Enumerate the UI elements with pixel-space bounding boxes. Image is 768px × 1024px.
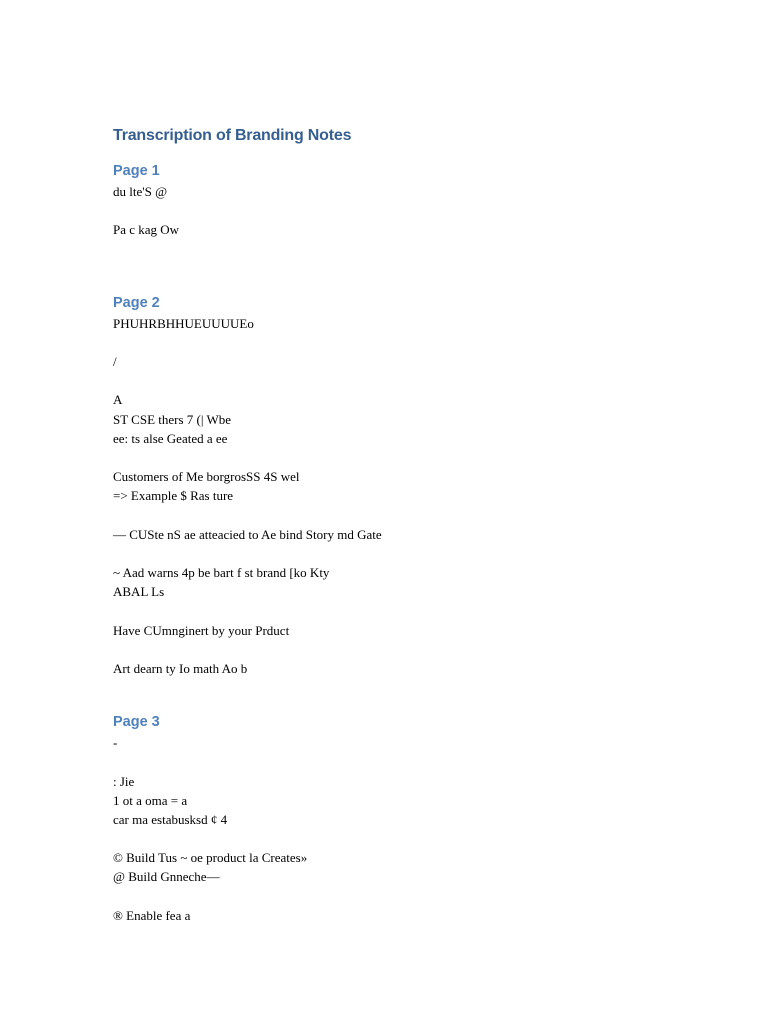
spacer [113, 240, 713, 292]
spacer [113, 678, 713, 711]
text-line: Have CUmnginert by your Prduct [113, 622, 290, 638]
text-line: : Jie [113, 773, 135, 789]
section-heading-page-2: Page 2 [113, 294, 160, 311]
blank-line [113, 371, 713, 390]
text-line: — CUSte nS ae atteacied to Ae bind Story md Gate [113, 526, 382, 542]
text-line: Art dearn ty Io math Ao b [113, 660, 248, 676]
blank-line [113, 201, 713, 220]
text-line: @ Build Gnneche— [113, 869, 220, 885]
text-line: PHUHRBHHUEUUUUEo [113, 315, 254, 331]
text-line: ABAL Ls [113, 584, 165, 600]
text-line: car ma estabusksd ¢ 4 [113, 811, 228, 827]
text-line: Customers of Me borgrosSS 4S wel [113, 469, 300, 485]
text-line: / [113, 353, 117, 369]
section-heading-page-3: Page 3 [113, 714, 160, 731]
blank-line [113, 333, 713, 352]
text-line: ST CSE thers 7 (| Wbe [113, 411, 232, 427]
blank-line [113, 752, 713, 771]
text-line: ® Enable fea a [113, 907, 191, 923]
text-line: A [113, 392, 123, 408]
blank-line [113, 505, 713, 524]
text-line: => Example $ Ras ture [113, 488, 234, 504]
text-line: 1 ot a oma = a [113, 792, 188, 808]
blank-line [113, 640, 713, 659]
blank-line [113, 544, 713, 563]
spacer [113, 148, 713, 160]
text-line: ee: ts alse Geated a ee [113, 430, 228, 446]
blank-line [113, 448, 713, 467]
text-line: ~ Aad warns 4p be bart f st brand [ko Kty [113, 565, 330, 580]
text-line: Pa c kag Ow [113, 222, 180, 238]
document-title: Transcription of Branding Notes [113, 127, 352, 144]
blank-line [113, 601, 713, 620]
section-heading-page-1: Page 1 [113, 163, 160, 179]
document-page [113, 124, 713, 925]
blank-line [113, 829, 713, 848]
text-line: du lte'S @ [113, 184, 168, 199]
text-line: © Build Tus ~ oe product la Creates» [113, 850, 308, 866]
blank-line [113, 887, 713, 906]
text-line: - [113, 735, 118, 751]
